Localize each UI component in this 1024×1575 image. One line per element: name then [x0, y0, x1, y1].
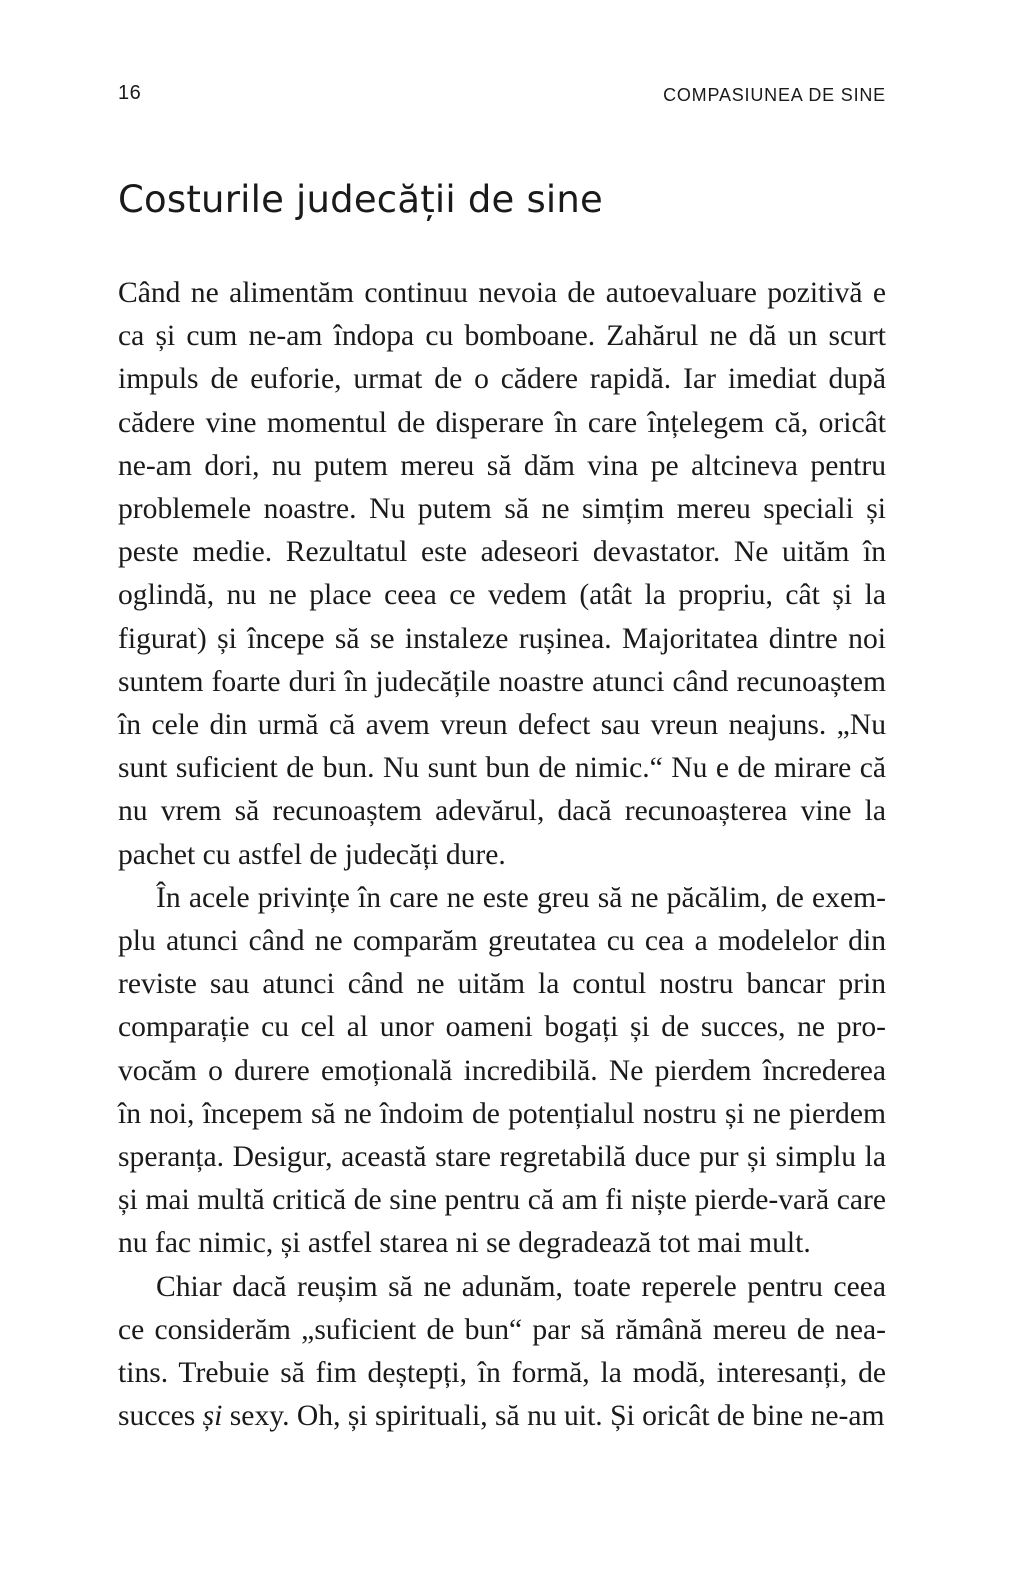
paragraph-3 [118, 1266, 886, 1439]
section-title: Costurile judecății de sine [118, 178, 604, 221]
paragraph-3-text-before: Chiar dacă reușim să ne adunăm, toate reperele pentru ceea ce considerăm „suficient de bun“ par să rămână mereu de neatins. Trebuie să fim deștepți, în formă, la modă, interesanți, de succes [118, 1270, 886, 1433]
paragraph-1: Când ne alimentăm continuu nevoia de autoevaluare pozitivă e ca și cum ne-am îndopa cu bomboane. Zahărul ne dă un scurt impuls de euforie, urmat de o cădere rapidă. Iar imediat după cădere vine momentul de disperare în care înțelegem că, oricât ne-am dori, nu putem mereu să dăm vina pe altcineva pentru problemele noastre. Nu putem să ne simțim mereu speciali și peste medie. Rezultatul este adeseori devastator. Ne uităm în oglindă, nu ne place ceea ce vedem (atât la propriu, cât și la figurat) și începe să se instaleze rușinea. Majoritatea dintre noi suntem foarte duri în judecățile noastre atunci când recunoaștem în cele din urmă că avem vreun defect sau vreun neajuns. „Nu sunt suficient de bun. Nu sunt bun de nimic.“ Nu e de mirare că nu vrem să recunoaștem adevărul, dacă recunoașterea vine la pachet cu astfel de judecăți dure. [118, 277, 886, 871]
body-text [118, 272, 886, 1438]
paragraph-2: În acele privințe în care ne este greu să ne păcălim, de exemplu atunci când ne comparăm greutatea cu cea a modelelor din reviste sau atunci când ne uităm la contul nostru bancar prin comparație cu cel al unor oameni bogați și de succes, ne provocăm o durere emoțională incredibilă. Ne pierdem încrederea în noi, începem să ne îndoim de potențialul nostru și ne pierdem speranța. Desigur, această stare regretabilă duce pur și simplu la și mai multă critică de sine pentru că am fi niște pierde-vară care nu fac nimic, și astfel starea ni se degradează tot mai mult. [118, 881, 886, 1260]
running-header: COMPASIUNEA DE SINE [663, 85, 886, 105]
paragraph-3-emphasis: și [202, 1400, 223, 1433]
page-number: 16 [118, 82, 142, 104]
paragraph-3-text-after: sexy. Oh, și spirituali, să nu uit. Și oricât de bine ne-am [222, 1400, 885, 1433]
